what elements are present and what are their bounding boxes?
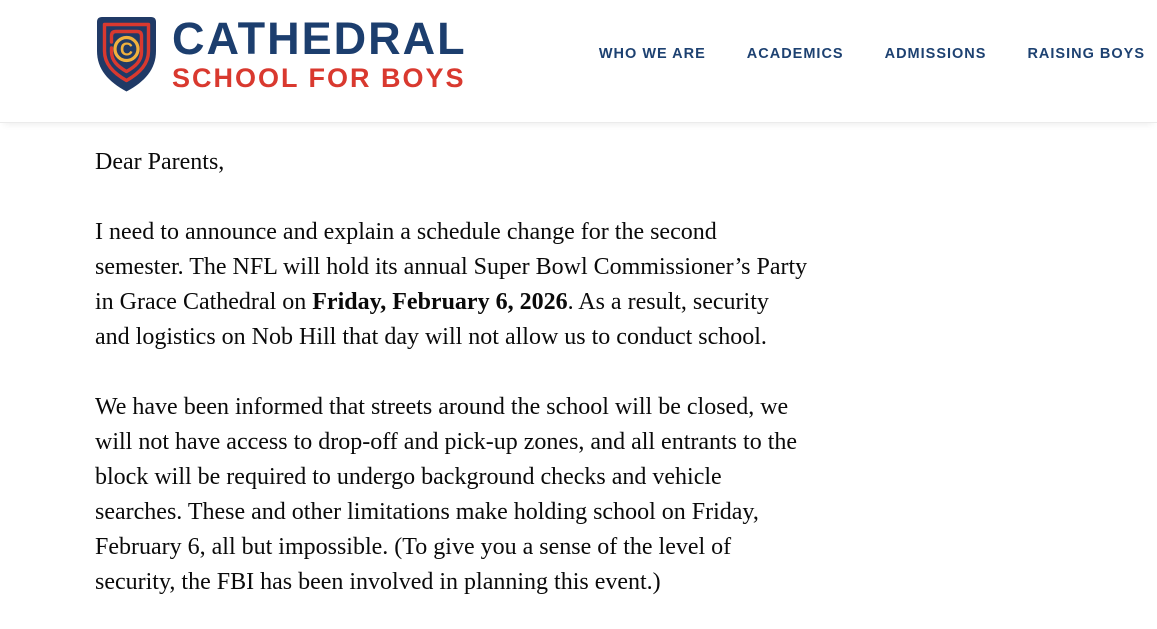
school-wordmark (172, 13, 467, 93)
letter-line: I need to announce and explain a schedule change for the second (95, 219, 717, 245)
logo-letter: C (120, 39, 133, 60)
nav-raising-boys[interactable]: RAISING BOYS (1027, 46, 1145, 62)
nav-admissions[interactable]: ADMISSIONS (884, 46, 987, 62)
event-date: Friday, February 6, 2026 (312, 289, 568, 315)
letter-line: semester. The NFL will hold its annual Super Bowl Commissioner’s Party (95, 254, 808, 280)
wordmark-line1: CATHEDRAL (172, 13, 467, 64)
letter-line: and logistics on Nob Hill that day will not allow us to conduct school. (95, 324, 767, 350)
letter-line: security, the FBI has been involved in planning this event.) (95, 569, 661, 595)
letter-text: . As a result, security (567, 289, 769, 315)
letter-line: will not have access to drop-off and pick-up zones, and all entrants to the (95, 429, 798, 455)
paragraph-1 (95, 215, 808, 355)
paragraph-2 (95, 390, 798, 600)
letter-line: Dear Parents, (95, 149, 225, 175)
salutation (95, 145, 740, 180)
main-nav (599, 46, 1145, 62)
site-header (0, 0, 1157, 122)
school-logo[interactable] (95, 15, 467, 93)
nav-academics[interactable]: ACADEMICS (746, 46, 844, 62)
letter-body (0, 122, 808, 600)
letter-line (95, 285, 769, 320)
nav-who-we-are[interactable]: WHO WE ARE (598, 46, 706, 62)
letter-line: February 6, all but impossible. (To give you a sense of the level of (95, 534, 732, 560)
letter-line: We have been informed that streets around the school will be closed, we (95, 394, 789, 420)
wordmark-line2: SCHOOL FOR BOYS (172, 63, 466, 93)
letter-line: searches. These and other limitations make holding school on Friday, (95, 499, 759, 525)
letter-text: in Grace Cathedral on (95, 289, 313, 315)
school-shield-icon (95, 15, 158, 93)
letter-line: block will be required to undergo background checks and vehicle (95, 464, 722, 490)
